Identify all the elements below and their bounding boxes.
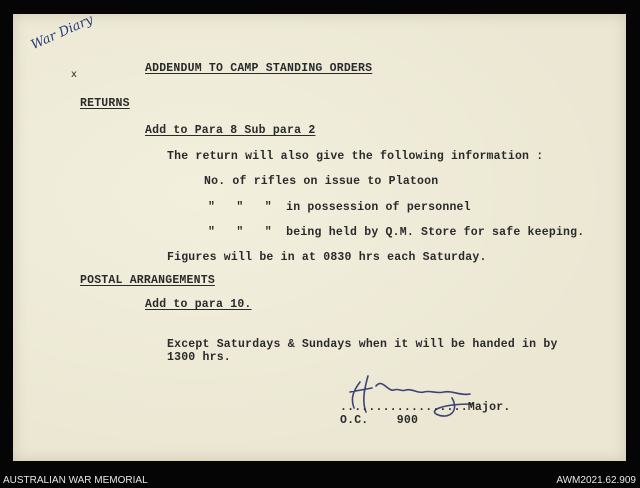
subheading-para-8: Add to Para 8 Sub para 2 [145,124,316,137]
footer-accession-number: AWM2021.62.909 [556,475,636,486]
footer-bar [0,474,640,488]
body-line: 1300 hrs. [167,351,231,364]
body-line: The return will also give the following information : [167,150,544,163]
section-heading-returns: RETURNS [80,97,130,110]
body-line: No. of rifles on issue to Platoon [204,175,439,188]
body-line: " " " in possession of personnel [208,201,471,214]
footer-institution: AUSTRALIAN WAR MEMORIAL [3,475,148,486]
handwritten-mark: x [71,69,77,80]
signature-rank-line: ..................Major. [340,401,511,414]
body-line: Figures will be in at 0830 hrs each Saturday. [167,251,487,264]
document-title: ADDENDUM TO CAMP STANDING ORDERS [145,62,373,75]
signature-unit: O.C. 900 [340,414,419,427]
body-line: Except Saturdays & Sundays when it will be handed in by [167,338,558,351]
subheading-para-10: Add to para 10. [145,298,252,311]
handwritten-annotation: War Diary [28,12,96,53]
body-line: " " " being held by Q.M. Store for safe keeping. [208,226,585,239]
section-heading-postal: POSTAL ARRANGEMENTS [80,274,215,287]
